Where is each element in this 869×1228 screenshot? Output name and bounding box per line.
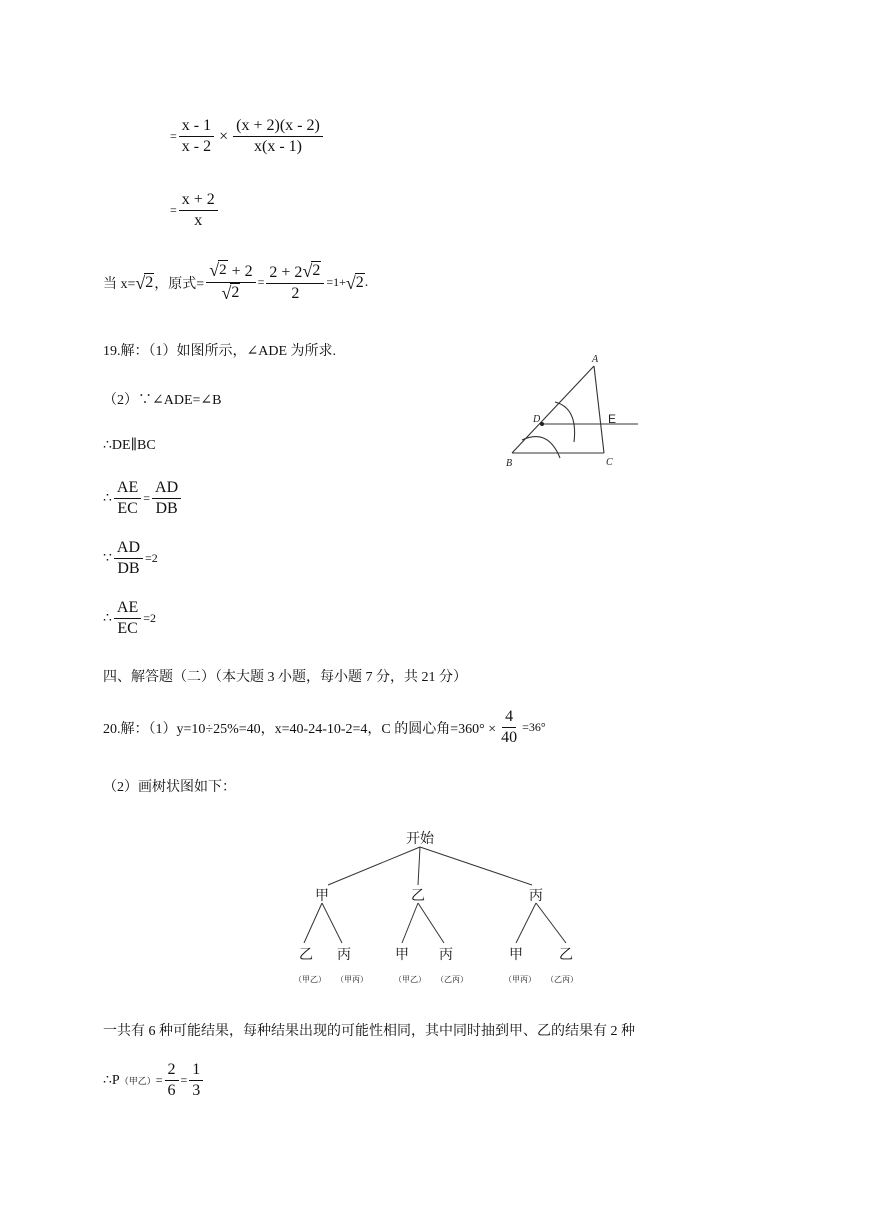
step2-equation: = $\frac{x + 2}{x}$ <box>170 190 220 231</box>
section-heading: 四、解答题（二）（本大题 3 小题，每小题 7 分，共 21 分） <box>103 670 467 685</box>
arc-d <box>555 402 575 442</box>
q19-line4: ∴ $\frac{AE}{EC}$ = $\frac{AD}{DB}$ <box>103 478 183 519</box>
q20-line1: 20.解：（1）y=10÷25%=40，x=40-24-10-2=4，C 的圆心角=360° × $\frac{4}{40}$ =36° <box>103 708 546 746</box>
tree-leaf-4: 丙 <box>439 948 453 963</box>
tree-outcome-6: （乙丙） <box>546 975 578 984</box>
tree-leaf-1: 乙 <box>299 948 313 963</box>
q20-line4: ∴P （甲乙） = $\frac{2}{6}$ = $\frac{1}{3}$ <box>103 1060 205 1101</box>
tree-leaf-5: 甲 <box>509 948 523 963</box>
label-e: E <box>608 412 617 426</box>
label-b: B <box>506 458 513 469</box>
triangle-figure <box>500 352 645 472</box>
label-a: A <box>592 354 599 365</box>
fraction: $\frac{x + 2}{x}$ <box>179 190 218 231</box>
tree-diagram <box>280 825 590 990</box>
sqrt: √ 2 <box>135 273 154 293</box>
side-ac <box>594 366 604 453</box>
tree-outcome-4: （乙丙） <box>436 975 468 984</box>
tree-leaf-3: 甲 <box>395 948 409 963</box>
step1-equation: = $\frac{x - 1}{x - 2}$ × $\frac{(x + 2)(x - 2)}{x(x - 1)}$ <box>170 116 325 157</box>
side-ab <box>512 366 594 453</box>
tree-outcome-2: （甲丙） <box>336 975 368 984</box>
evaluation-line: 当 x= √ 2 ，原式= √ 2 + 2 √ 2 = 2 + 2 √ 2 2 =1+ √ 2 . <box>103 260 369 303</box>
label-d: D <box>533 414 541 425</box>
q19-line6: ∴ $\frac{AE}{EC}$ =2 <box>103 599 157 637</box>
tree-root: 开始 <box>406 832 434 847</box>
q19-line3: ∴DE∥BC <box>103 438 156 453</box>
tree-leaf-2: 丙 <box>337 948 351 963</box>
sqrt: √ 2 <box>345 273 364 293</box>
fraction: √ 2 + 2 √ 2 <box>206 260 255 305</box>
fraction: $\frac{x - 1}{x - 2}$ <box>179 116 214 157</box>
tree-leaf-6: 乙 <box>559 948 573 963</box>
tree-node-1: 甲 <box>315 889 329 904</box>
q20-line3: 一共有 6 种可能结果，每种结果出现的可能性相同，其中同时抽到甲、乙的结果有 2 种 <box>103 1024 635 1039</box>
tree-outcome-3: （甲乙） <box>394 975 426 984</box>
tree-outcome-1: （甲乙） <box>294 975 326 984</box>
label-c: C <box>606 457 613 468</box>
q19-line5: ∵ $\frac{AD}{DB}$ =2 <box>103 539 158 577</box>
tree-node-3: 丙 <box>529 889 543 904</box>
q19-line1: 19.解：（1）如图所示，∠ADE 为所求. <box>103 344 337 359</box>
q20-line2: （2）画树状图如下： <box>103 780 236 795</box>
arc-b <box>522 437 560 458</box>
q19-line2: （2）∵∠ADE=∠B <box>103 393 222 408</box>
fraction: $\frac{(x + 2)(x - 2)}{x(x - 1)}$ <box>233 116 323 157</box>
tree-node-2: 乙 <box>411 889 425 904</box>
fraction: 2 + 2 √ 2 2 <box>266 261 324 304</box>
tree-outcome-5: （甲丙） <box>504 975 536 984</box>
